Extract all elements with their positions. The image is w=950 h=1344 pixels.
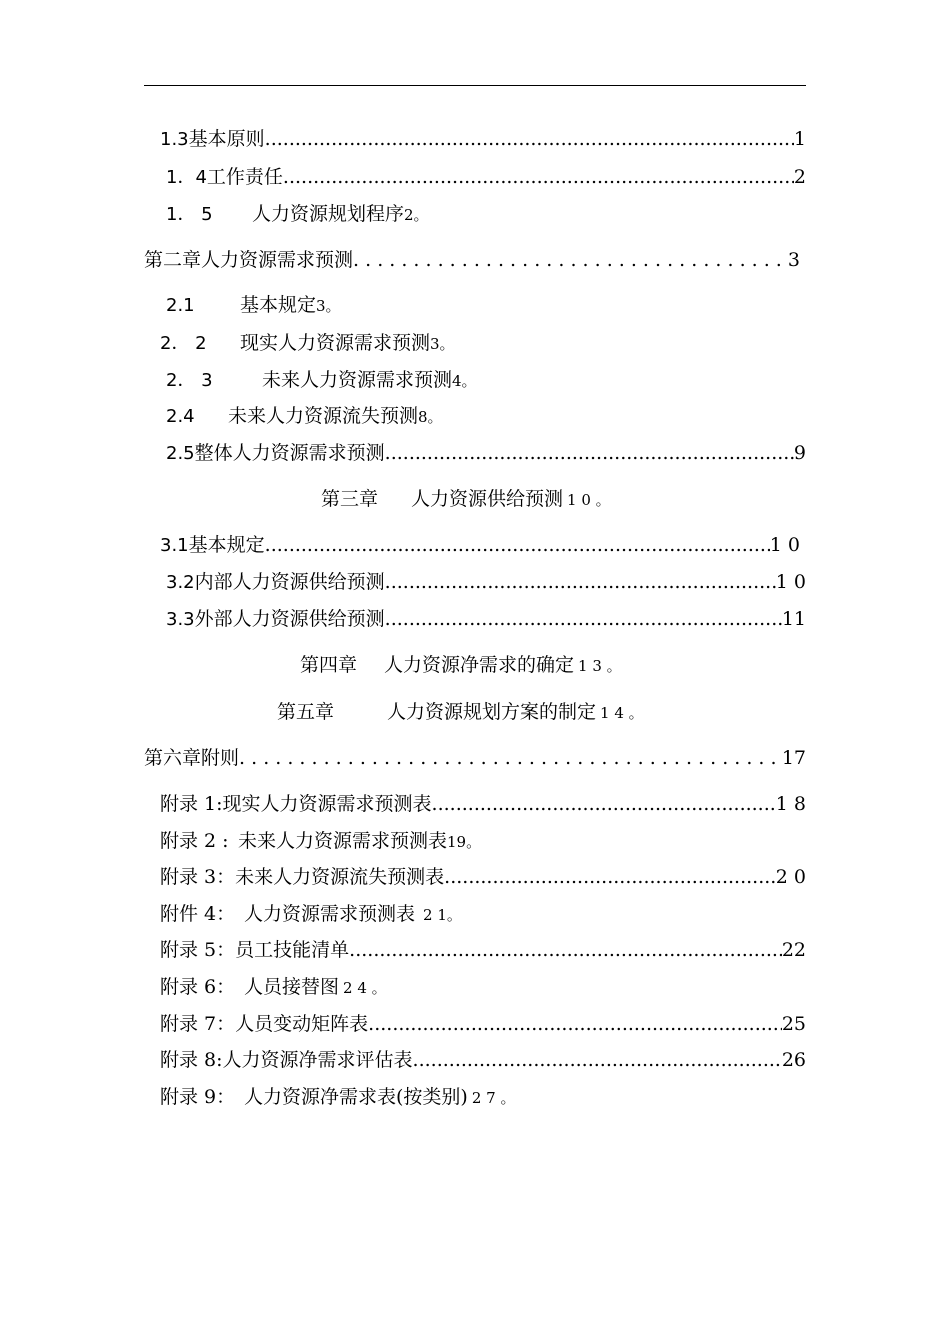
toc-entry-title: 未来人力资源需求预测表 (238, 830, 448, 852)
toc-entry-title: 人力资源净需求评估表 (222, 1049, 413, 1071)
toc-entry[interactable] (166, 199, 566, 229)
toc-entry-title: 基本规定 (240, 294, 317, 316)
toc-appendix-entry[interactable] (160, 826, 600, 856)
toc-chapter-entry[interactable] (277, 697, 717, 727)
toc-entry-page: 1 8 (775, 793, 806, 815)
toc-entry-title: 人力资源规划方案的制定 (387, 701, 597, 723)
toc-entry-number: 2． 3 (166, 370, 213, 391)
toc-entry[interactable] (166, 438, 806, 468)
toc-entry[interactable] (160, 328, 580, 358)
toc-entry-page: 1 4 。 (600, 704, 644, 722)
toc-entry-number: 附录 2 : (160, 830, 229, 852)
toc-chapter-label: 第五章 (277, 701, 335, 723)
toc-appendix-entry[interactable] (160, 1082, 600, 1112)
toc-leader-dots (368, 1009, 782, 1039)
toc-entry-page: 8。 (418, 408, 443, 426)
toc-appendix-entry[interactable] (160, 899, 600, 929)
toc-chapter-label: 第六章 (144, 747, 202, 769)
toc-leader-dots (349, 935, 782, 965)
toc-entry-title: 内部人力资源供给预测 (194, 571, 385, 593)
toc-leader-dots (385, 438, 794, 468)
toc-entry-page: 9 (793, 442, 806, 464)
toc-entry-number: 附录 1: (160, 793, 223, 815)
toc-entry-number: 3.3 (166, 609, 195, 630)
toc-entry-title: 基本规定 (188, 534, 265, 556)
toc-entry-page: 17 (781, 747, 806, 769)
toc-leader-dots (353, 245, 780, 275)
toc-entry-number: 附录 6： (160, 976, 236, 998)
toc-entry-title: 现实人力资源需求预测 (240, 332, 431, 354)
toc-entry-number: 3.1 (160, 535, 189, 556)
toc-entry-page: 1 3 。 (578, 657, 622, 675)
toc-entry-page: 3。 (430, 335, 455, 353)
toc-entry-title: 人力资源净需求的确定 (384, 654, 575, 676)
toc-entry-title: 工作责任 (206, 166, 283, 188)
toc-entry-number: 2.5 (166, 443, 195, 464)
toc-entry[interactable] (166, 567, 806, 597)
toc-entry[interactable] (160, 124, 806, 154)
toc-entry-number: 3.2 (166, 572, 195, 593)
toc-chapter-label: 第三章 (321, 488, 379, 510)
toc-entry-page: 4。 (452, 372, 477, 390)
toc-entry-title: 人力资源供给预测 (411, 488, 564, 510)
toc-appendix-entry[interactable] (160, 935, 806, 965)
toc-chapter-label: 第四章 (300, 654, 358, 676)
toc-chapter-label: 第二章 (144, 249, 202, 271)
toc-entry-title: 未来人力资源流失预测表 (235, 866, 445, 888)
toc-chapter-entry[interactable] (144, 743, 806, 773)
toc-entry-page: 2 7 。 (471, 1089, 516, 1107)
toc-entry-title: 现实人力资源需求预测表 (222, 793, 432, 815)
toc-appendix-entry[interactable] (160, 972, 600, 1002)
toc-entry-title: 人力资源规划程序 (252, 203, 405, 225)
toc-entry[interactable] (166, 162, 806, 192)
toc-entry-number: 附录 9： (160, 1086, 236, 1108)
toc-entry-number: 附录 8: (160, 1049, 223, 1071)
toc-leader-dots (432, 789, 776, 819)
toc-appendix-entry[interactable] (160, 789, 806, 819)
toc-entry[interactable] (166, 604, 806, 634)
toc-leader-dots (265, 124, 794, 154)
toc-entry-title: 人员接替图 (244, 976, 340, 998)
toc-entry-title: 外部人力资源供给预测 (194, 608, 385, 630)
toc-entry-title: 员工技能清单 (235, 939, 350, 961)
toc-leader-dots (239, 743, 778, 773)
toc-entry-title: 人力资源需求预测表 (244, 903, 416, 925)
toc-entry-number: 2． 2 (160, 333, 207, 354)
toc-entry-page: 2 4 。 (343, 979, 387, 997)
toc-entry-number: 1．4 (166, 167, 207, 188)
toc-appendix-entry[interactable] (160, 1009, 806, 1039)
toc-leader-dots (444, 862, 776, 892)
toc-leader-dots (265, 530, 770, 560)
toc-entry-page: 1 0 。 (567, 491, 611, 509)
toc-leader-dots (413, 1045, 782, 1075)
toc-entry-number: 附件 4： (160, 903, 236, 925)
toc-entry-page: 22 (781, 939, 806, 961)
toc-entry-number: 2.1 (166, 295, 195, 316)
toc-leader-dots (385, 567, 776, 597)
toc-entry-title: 未来人力资源流失预测 (228, 405, 419, 427)
toc-entry[interactable] (160, 530, 800, 560)
toc-entry-number: 附录 5： (160, 939, 236, 961)
toc-entry-title: 未来人力资源需求预测 (262, 369, 453, 391)
toc-entry-number: 1.3 (160, 129, 189, 150)
toc-entry[interactable] (166, 401, 586, 431)
toc-entry-page: 1 0 (769, 534, 800, 556)
toc-entry-page: 2 1。 (423, 906, 462, 924)
toc-entry-page: 1 0 (775, 571, 806, 593)
toc-entry-number: 附录 3： (160, 866, 236, 888)
toc-entry-title: 人力资源净需求表(按类别) (244, 1086, 468, 1108)
toc-entry-page: 11 (781, 608, 806, 630)
toc-entry-page: 26 (781, 1049, 806, 1071)
toc-entry[interactable] (166, 290, 566, 320)
toc-entry-page: 3。 (316, 297, 341, 315)
toc-entry[interactable] (166, 365, 586, 395)
toc-entry-page: 2 (793, 166, 806, 188)
toc-entry-number: 2.4 (166, 406, 195, 427)
toc-entry-page: 19。 (447, 833, 482, 851)
toc-entry-page: 3 (787, 249, 800, 271)
toc-entry-title: 人员变动矩阵表 (235, 1013, 369, 1035)
toc-entry-page: 2 0 (775, 866, 806, 888)
toc-chapter-entry[interactable] (321, 484, 741, 514)
toc-chapter-entry[interactable] (300, 650, 720, 680)
toc-chapter-entry[interactable] (144, 245, 806, 275)
toc-entry-number: 附录 7： (160, 1013, 236, 1035)
toc-entry-title: 人力资源需求预测 (201, 249, 354, 271)
toc-leader-dots (385, 604, 782, 634)
toc-entry-page: 1 (793, 128, 806, 150)
toc-appendix-entry[interactable] (160, 862, 806, 892)
toc-appendix-entry[interactable] (160, 1045, 806, 1075)
toc-entry-title: 附则 (201, 747, 240, 769)
toc-entry-page: 2。 (404, 206, 429, 224)
toc-entry-title: 基本原则 (188, 128, 265, 150)
toc-entry-page: 25 (781, 1013, 806, 1035)
toc-entry-title: 整体人力资源需求预测 (194, 442, 385, 464)
toc-leader-dots (283, 162, 794, 192)
toc-entry-number: 1． 5 (166, 204, 213, 225)
